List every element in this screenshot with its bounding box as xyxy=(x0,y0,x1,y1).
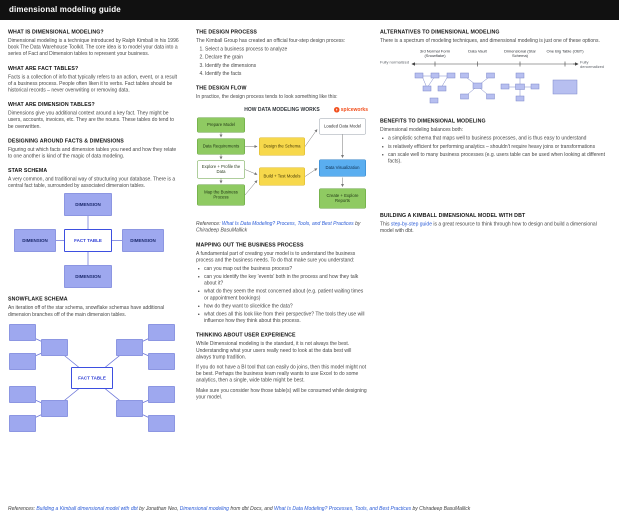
section-body: Dimensional modeling balances both: xyxy=(380,127,464,133)
spectrum-diagram-data-vault xyxy=(461,73,495,99)
spiceworks-flame-icon xyxy=(334,107,340,113)
section-heading: MAPPING OUT THE BUSINESS PROCESS xyxy=(196,241,304,248)
footer-prefix: References: xyxy=(8,506,37,512)
section-body: Dimensional modeling is a technique introduced by Ralph Kimball in his 1996 book The Data Warehouse Toolkit. The core idea is to model your data into a series of Fact and Dimension tables to represent your business. xyxy=(8,38,179,57)
footer-link-spiceworks[interactable]: What Is Data Modeling? Processes, Tools, and Best Practices xyxy=(273,506,412,512)
flowchart-canvas xyxy=(196,116,368,216)
dimension-box xyxy=(148,386,175,403)
section-heading: WHAT ARE DIMENSION TABLES? xyxy=(8,101,95,108)
snowflake-schema-diagram xyxy=(9,322,175,434)
spectrum-right-end-label: Fully denormalized xyxy=(580,60,605,70)
footer-text: by Jonathan Neo, xyxy=(137,506,180,512)
section-body: Figuring out which facts and dimension tables you need and how they relate to one another is kind of the magic of data modeling. xyxy=(8,146,177,159)
section-body: A very common, and traditional way of structuring your database. There is a central fact table, surrounded by associated dimension tables. xyxy=(8,176,176,189)
footer-link-kimball-dbt[interactable]: Building a Kimball dimensional model with dbt xyxy=(36,506,138,512)
design-step: 1. Select a business process to analyze xyxy=(205,46,368,53)
dimension-box xyxy=(9,324,36,341)
section-body xyxy=(380,221,611,234)
section-benefits xyxy=(380,118,611,164)
design-step: 4. Identify the facts xyxy=(205,70,368,77)
fact-table-box: FACT TABLE xyxy=(64,229,112,252)
section-heading: THE DESIGN PROCESS xyxy=(196,29,258,35)
section-body: A fundamental part of creating your model is to understand the business process and the business needs. To do that make sure you understand: xyxy=(196,250,356,263)
section-what-is-dimensional-modeling xyxy=(8,29,179,57)
left-column xyxy=(8,29,179,442)
section-heading: STAR SCHEMA xyxy=(8,167,48,174)
flow-box-build: Build + Test Models xyxy=(259,168,305,186)
dimension-box xyxy=(148,353,175,370)
section-alternatives xyxy=(380,29,611,110)
section-heading: THINKING ABOUT USER EXPERIENCE xyxy=(196,332,296,339)
spectrum-option-vault-label: Data Vault xyxy=(468,49,487,54)
dimension-box: DIMENSION xyxy=(14,229,56,252)
spectrum-diagram-star xyxy=(501,73,539,101)
reference-prefix: Reference: xyxy=(196,221,222,227)
dbt-text-pre: This xyxy=(380,221,391,228)
design-step: 2. Declare the grain xyxy=(205,54,368,61)
section-heading: THE DESIGN FLOW xyxy=(196,84,247,91)
mapping-bullets xyxy=(196,265,368,324)
references-footer xyxy=(8,506,613,512)
spiceworks-logo-text: spiceworks xyxy=(340,107,368,113)
spectrum-left-end-label: Fully normalized xyxy=(380,60,410,65)
middle-column xyxy=(196,29,368,408)
data-modeling-flowchart xyxy=(196,107,368,216)
spiceworks-logo xyxy=(334,107,368,113)
reference-suffix: by Chiradeep BasuMallick xyxy=(196,221,361,234)
dimension-box: DIMENSION xyxy=(122,229,164,252)
footer-link-dbt-docs[interactable]: Dimensional modeling xyxy=(179,506,229,512)
section-body: The Kimball Group has created an official four-step design process: xyxy=(196,38,346,44)
section-designing xyxy=(8,138,179,160)
section-star-schema xyxy=(8,168,179,289)
section-body: Dimensions give you additional context around a key fact. They might be users, accounts, invoices, etc. They are the nouns. These tables do tend to be overwritten. xyxy=(8,110,175,130)
section-heading: DESIGNING AROUND FACTS & DIMENSIONS xyxy=(8,137,124,144)
section-design-flow xyxy=(196,85,368,234)
reference-link[interactable]: What Is Data Modeling? Process, Tools, and Best Practices xyxy=(221,221,354,227)
dimension-box: DIMENSION xyxy=(64,265,112,288)
section-heading: WHAT IS DIMENSIONAL MODELING? xyxy=(8,29,104,35)
fact-table-box: FACT TABLE xyxy=(71,367,113,389)
section-dbt-guide xyxy=(380,213,611,235)
section-fact-tables xyxy=(8,65,179,93)
design-process-steps xyxy=(196,46,368,77)
section-design-process xyxy=(196,29,368,77)
flow-box-requirements: Data Requirements xyxy=(197,139,245,155)
dimension-box xyxy=(148,324,175,341)
flow-box-prepare: Prepare Model xyxy=(197,118,245,133)
section-heading: BENEFITS TO DIMENSIONAL MODELING xyxy=(380,118,486,125)
flowchart-title: HOW DATA MODELING WORKS xyxy=(244,107,320,113)
benefit-bullet: • a simplistic schema that maps well to business processes, and is thus easy to understand xyxy=(388,135,611,142)
flow-box-create: Create + Explore Reports xyxy=(319,189,366,209)
right-column xyxy=(380,29,611,242)
flow-box-map: Map the Business Process xyxy=(197,185,245,206)
dbt-guide-link[interactable]: step-by-step guide xyxy=(390,221,432,228)
section-dimension-tables xyxy=(8,102,179,130)
section-body: In practice, the design process tends to look something like this: xyxy=(196,93,338,100)
mapping-bullet: • how do they want to slice/dice the data? xyxy=(204,303,368,310)
section-body: An iteration off of the star schema, snowflake schemas have additional dimension branches off of the main dimension tables. xyxy=(8,305,165,318)
mapping-bullet: • can you map out the business process? xyxy=(204,265,368,272)
section-body: Facts is a collection of info that typically refers to an action, event, or a result of a business process. People often liken it to verbs. Fact tables should be historical records – never overwriting or removing data. xyxy=(8,74,177,93)
section-user-experience xyxy=(196,332,368,400)
dimension-box xyxy=(116,400,143,417)
benefits-bullets xyxy=(380,135,611,164)
section-heading: BUILDING A KIMBALL DIMENSIONAL MODEL WITH DBT xyxy=(380,212,526,219)
section-snowflake-schema xyxy=(8,296,179,434)
modeling-spectrum-diagram xyxy=(380,49,611,110)
header-bar xyxy=(0,0,619,20)
footer-suffix: by Chiradeep BasuMallick xyxy=(411,506,471,512)
ux-paragraph: If you do not have a BI tool that can easily do joins, then this model might not be best. Perhaps the business team really wants to use Excel to do some analytics, then a single, wide table might be best. xyxy=(196,364,367,384)
section-mapping-business-process xyxy=(196,242,368,324)
section-heading: ALTERNATIVES TO DIMENSIONAL MODELING xyxy=(380,29,500,35)
benefit-bullet: • is relatively efficient for performing analytics – shouldn't require heavy joins or transformations xyxy=(388,143,611,150)
star-schema-diagram xyxy=(14,193,164,288)
dimension-box xyxy=(116,339,143,356)
section-body: There is a spectrum of modeling techniques, and dimensional modeling is just one of these options. xyxy=(380,38,600,44)
flow-box-explore: Explore + Profile the Data xyxy=(197,161,245,179)
dimension-box: DIMENSION xyxy=(64,193,112,216)
mapping-bullet: • can you identify the key 'events' both in the process and how they talk about it? xyxy=(204,274,368,287)
footer-text: from dbt Docs, and xyxy=(228,506,274,512)
mapping-bullet: • what do they seem the most concerned about (e.g. patient waiting times or appointment bookings) xyxy=(204,288,368,301)
spectrum-option-star-label: Dimensional (Star Schema) xyxy=(504,49,536,59)
flowchart-reference xyxy=(196,221,368,234)
dimension-box xyxy=(9,386,36,403)
mapping-bullet: • what does all this look like from their perspective? The tools they use will influence how they think about this process. xyxy=(204,311,368,324)
dimension-box xyxy=(9,415,36,432)
section-heading: WHAT ARE FACT TABLES? xyxy=(8,65,79,72)
design-step: 3. Identify the dimensions xyxy=(205,62,368,69)
dimension-box xyxy=(41,400,68,417)
ux-paragraph: Make sure you consider how those table(s) will be consumed while designing your model. xyxy=(196,387,367,400)
ux-paragraph: While Dimensional modeling is the standard, it is not always the best. Understanding what your users really need to look at the data best will always trump tradition. xyxy=(196,341,352,360)
dimension-box xyxy=(148,415,175,432)
benefit-bullet: • can scale well to many business processes (e.g. users table can be used when looking at different facts). xyxy=(388,151,611,164)
flow-box-loaded: Loaded Data Model xyxy=(319,119,366,135)
dimension-box xyxy=(9,353,36,370)
dimension-box xyxy=(41,339,68,356)
flow-box-design: Design the Schema xyxy=(259,138,305,156)
spectrum-option-obt-label: One Big Table (OBT) xyxy=(546,49,584,54)
flow-box-viz: Data Visualization xyxy=(319,160,366,177)
dbt-text-post: is a great resource to think through how to design and build a dimensional model with dbt. xyxy=(380,221,597,234)
spectrum-diagram-obt xyxy=(553,80,577,94)
section-heading: SNOWFLAKE SCHEMA xyxy=(8,296,68,303)
spectrum-option-3nf-label: 3rd Normal Form (Snowflake) xyxy=(419,49,451,59)
page-title: dimensional modeling guide xyxy=(9,5,121,14)
spectrum-diagram-3nf xyxy=(415,73,455,103)
